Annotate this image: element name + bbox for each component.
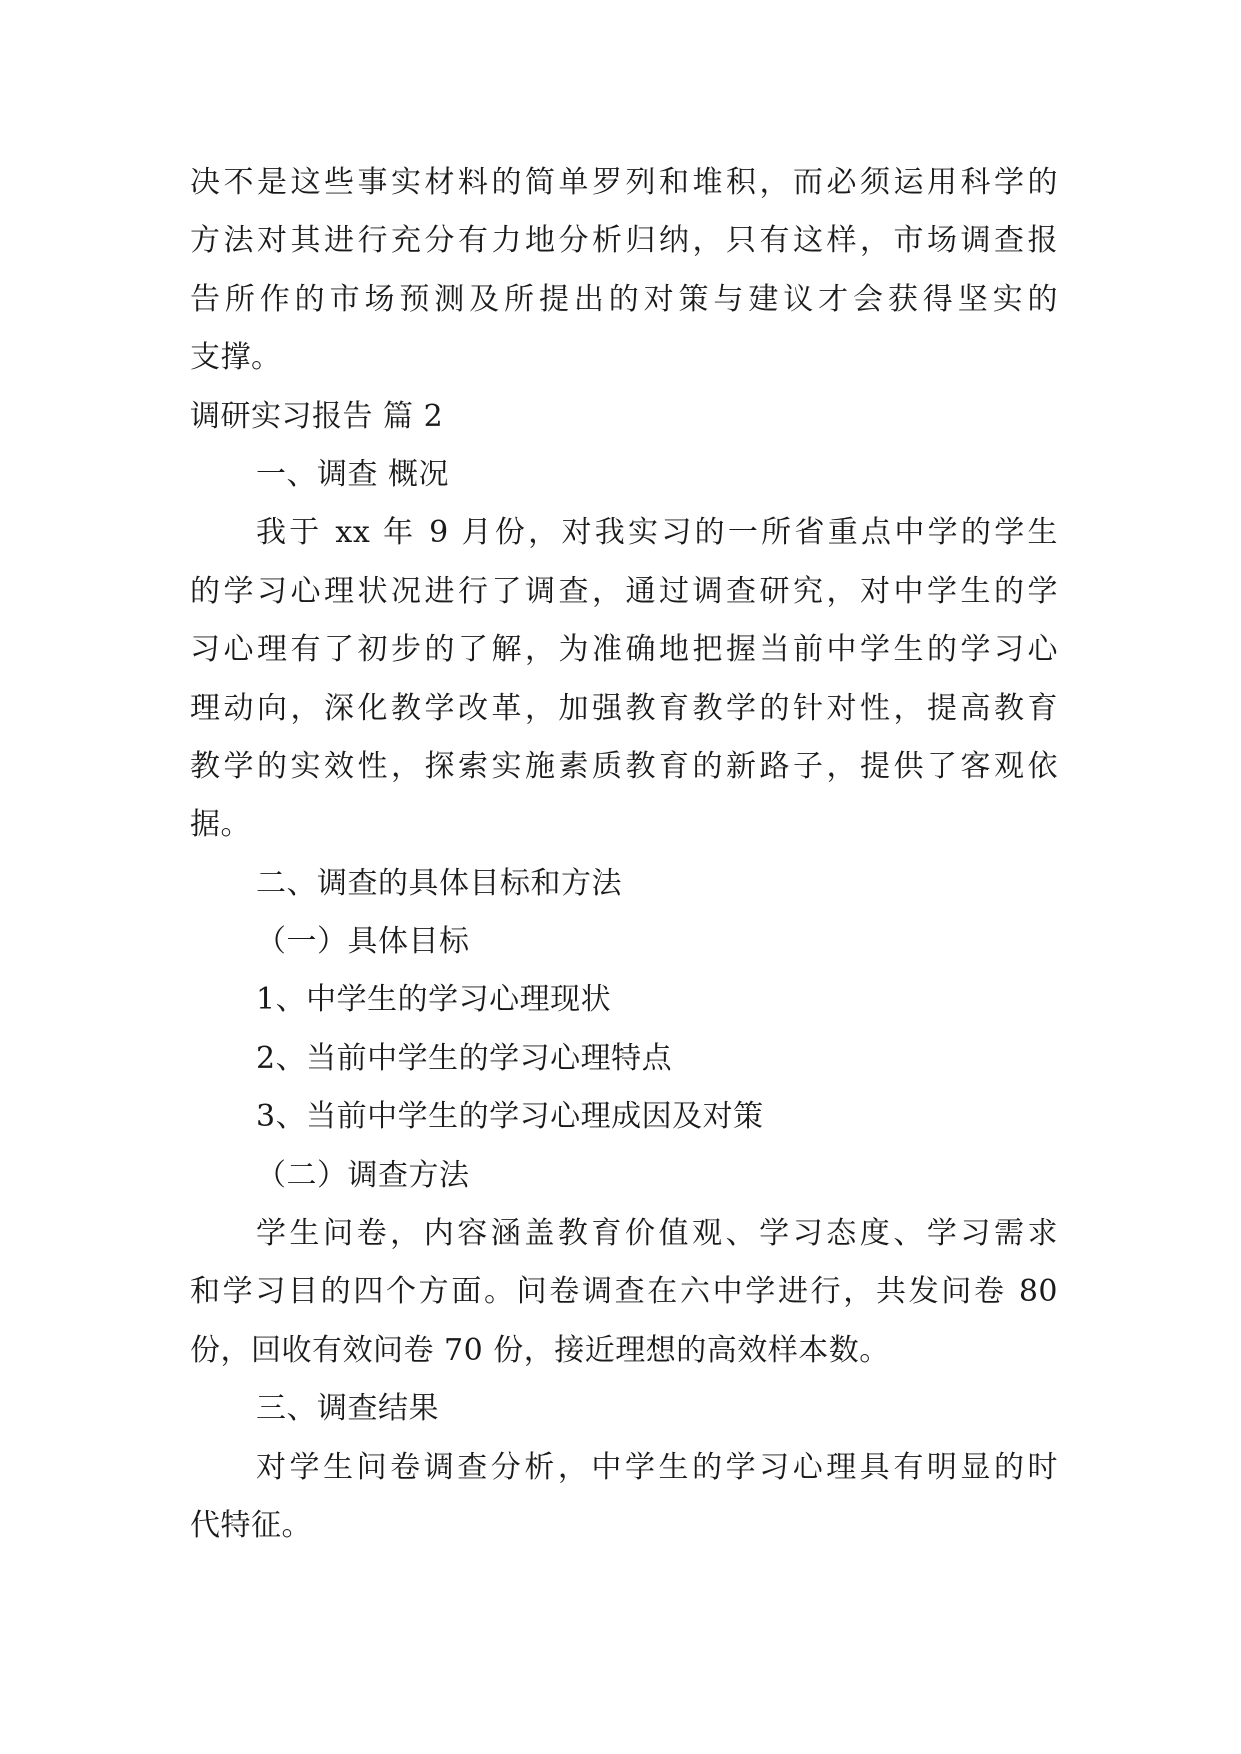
- text-line: 教学的实效性，探索实施素质教育的新路子，提供了客观依: [190, 748, 1058, 784]
- document-body: [190, 154, 1058, 1555]
- list-item: 3、当前中学生的学习心理成因及对策: [256, 1099, 764, 1135]
- list-item: 1、中学生的学习心理现状: [256, 982, 612, 1018]
- text-line: 方法对其进行充分有力地分析归纳，只有这样，市场调查报: [190, 223, 1058, 259]
- text-line: 的学习心理状况进行了调查，通过调查研究，对中学生的学: [190, 573, 1058, 609]
- subsection-heading: 三、调查结果: [256, 1391, 439, 1427]
- section-heading: 调研实习报告 篇 2: [190, 398, 444, 434]
- text-line: 理动向，深化教学改革，加强教育教学的针对性，提高教育: [190, 690, 1058, 726]
- subsection-heading: 二、调查的具体目标和方法: [256, 865, 622, 901]
- text-line: 据。: [190, 807, 251, 843]
- text-line: 决不是这些事实材料的简单罗列和堆积，而必须运用科学的: [190, 165, 1058, 200]
- text-line: 代特征。: [190, 1507, 312, 1543]
- subsection-heading: （二）调查方法: [256, 1157, 470, 1193]
- text-line: 习心理有了初步的了解，为准确地把握当前中学生的学习心: [190, 632, 1058, 668]
- text-line: 我于 xx 年 9 月份，对我实习的一所省重点中学的学生: [256, 515, 1058, 551]
- text-line: 学生问卷，内容涵盖教育价值观、学习态度、学习需求: [256, 1216, 1058, 1252]
- text-line: 告所作的市场预测及所提出的对策与建议才会获得坚实的: [190, 281, 1058, 317]
- text-line: 和学习目的四个方面。问卷调查在六中学进行，共发问卷 80: [190, 1274, 1058, 1310]
- list-item: 2、当前中学生的学习心理特点: [256, 1040, 673, 1076]
- subsection-heading: 一、调查 概况: [256, 456, 450, 492]
- text-line: 份，回收有效问卷 70 份，接近理想的高效样本数。: [190, 1332, 890, 1368]
- text-line: 支撑。: [190, 340, 282, 376]
- text-line: 对学生问卷调查分析，中学生的学习心理具有明显的时: [256, 1449, 1058, 1485]
- subsection-heading: （一）具体目标: [256, 924, 470, 960]
